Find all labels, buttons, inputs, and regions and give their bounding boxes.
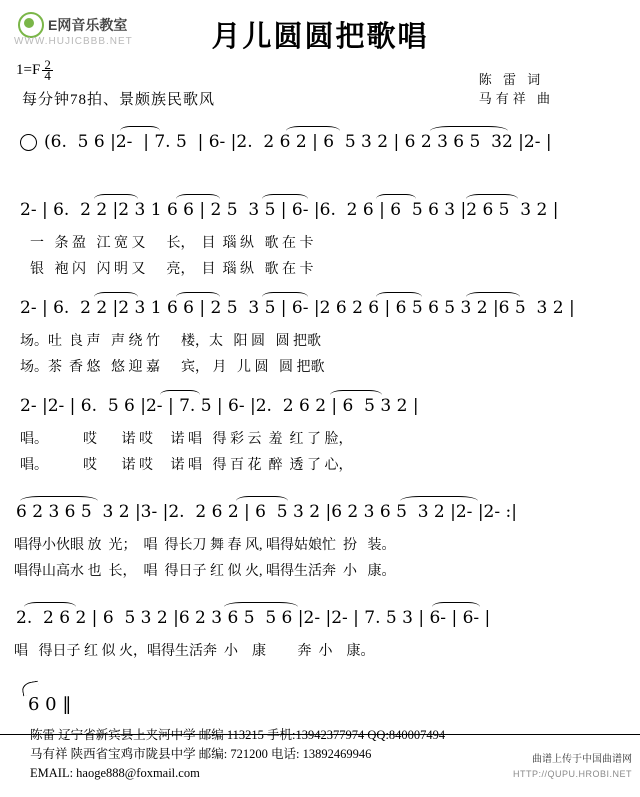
- slur-mark: [330, 390, 382, 400]
- notation-line: 2- | 6. 2 2 |2 3 1 6 6 | 2 5 3 5 | 6- |2 6 2 6 | 6 5 6 5 3 2 |6 5 3 2 |: [20, 298, 575, 318]
- notation-line: 6 2 3 6 5 3 2 |3- |2. 2 6 2 | 6 5 3 2 |6 2 3 6 5 3 2 |2- |2- :|: [16, 502, 517, 522]
- notation-line: 2. 2 6 2 | 6 5 3 2 |6 2 3 6 5 5 6 |2- |2- | 7. 5 3 | 6- | 6- |: [16, 608, 491, 628]
- slur-mark: [24, 602, 76, 612]
- slur-mark: [400, 496, 478, 506]
- key-signature: [16, 57, 53, 83]
- lyric-line-verse1: 一 条 盈 江 宽 又 长， 目 瑙 纵 歌 在 卡: [30, 236, 314, 251]
- slur-mark: [94, 194, 138, 204]
- footer-contact: [30, 726, 445, 783]
- footer-credit: [513, 753, 632, 781]
- lyric-line-verse2: 场。茶 香 悠 悠 迎 嘉 宾， 月 儿 圆 圆 把歌: [20, 360, 325, 375]
- watermark-url: WWW.HUJICBBB.NET: [14, 36, 133, 47]
- lyric-line-verse2: 银 袍 闪 闪 明 又 亮， 目 瑙 纵 歌 在 卡: [30, 262, 314, 277]
- slur-mark: [224, 602, 298, 612]
- slur-mark: [176, 194, 220, 204]
- slur-mark: [94, 292, 138, 302]
- page-title: 月儿圆圆把歌唱: [211, 19, 429, 53]
- time-signature-denominator: 4: [44, 68, 51, 83]
- slur-mark: [466, 292, 520, 302]
- lyric-line-verse1: 唱得小伙眼 放 光； 唱 得长刀 舞 春 风, 唱得姑娘忙 扮 装。: [14, 538, 396, 553]
- slur-mark: [120, 126, 160, 136]
- slur-mark: [430, 126, 508, 136]
- lyric-line-verse2: 唱得山高水 也 长， 唱 得日子 红 似 火, 唱得生活奔 小 康。: [14, 564, 396, 579]
- credits-block: [479, 70, 554, 108]
- slur-mark: [262, 292, 308, 302]
- slur-mark: [376, 292, 422, 302]
- tempo-marking: 每分钟78拍、景颇族民歌风: [22, 92, 216, 108]
- footer-line-2: 马有祥 陕西省宝鸡市陇县中学 邮编: 721200 电话: 13892469946: [30, 747, 372, 761]
- footer-line-3: EMAIL: haoge888@foxmail.com: [30, 766, 200, 780]
- footer-site-url: HTTP://QUPU.HROBI.NET: [512, 769, 632, 779]
- slur-mark: [262, 194, 308, 204]
- slur-mark: [176, 292, 220, 302]
- lyric-line-verse1: 唱。 哎 诺 哎 诺 唱 得 彩 云 羞 红 了 脸，: [20, 432, 353, 447]
- notation-line: 6 0 ‖: [28, 694, 72, 715]
- logo-label: E网音乐教室: [48, 17, 128, 33]
- slur-mark: [20, 496, 98, 506]
- slur-mark: [376, 194, 416, 204]
- lyric-line-verse1: 场。吐 良 声 声 绕 竹 楼，太 阳 圆 圆 把歌: [20, 334, 321, 349]
- lyricist-credit: 陈 雷 词: [478, 72, 545, 87]
- slur-mark: [466, 194, 518, 204]
- repeat-circle-marker: [20, 134, 37, 151]
- notation-line: 2- |2- | 6. 5 6 |2- | 7. 5 | 6- |2. 2 6 2 | 6 5 3 2 |: [20, 396, 419, 416]
- time-signature-numerator: 2: [44, 57, 51, 72]
- notation-line: (6. 5 6 |2- | 7. 5 | 6- |2. 2 6 2 | 6 5 3 2 | 6 2 3 6 5 32 |2- |: [44, 132, 552, 152]
- slur-mark: [236, 496, 288, 506]
- lyric-line-verse2: 唱。 哎 诺 哎 诺 唱 得 百 花 醉 透 了 心，: [20, 458, 353, 473]
- footer-credit-text: 曲谱上传于中国曲谱网: [532, 754, 632, 765]
- key-label: 1=F: [16, 62, 41, 78]
- slur-mark: [432, 602, 480, 612]
- time-signature: [42, 57, 53, 83]
- footer-line-1: 陈雷 辽宁省新宾县上夹河中学 邮编 113215 手机:13942377974 QQ:840007494: [30, 728, 446, 742]
- slur-mark: [286, 126, 340, 136]
- composer-credit: 马有祥 曲: [478, 91, 554, 106]
- lyric-line-verse1: 唱 得日子 红 似 火，唱得生活奔 小 康 奔 小 康。: [14, 644, 375, 659]
- slur-mark: [160, 390, 200, 400]
- notation-line: 2- | 6. 2 2 |2 3 1 6 6 | 2 5 3 5 | 6- |6. 2 6 | 6 5 6 3 |2 6 5 3 2 |: [20, 200, 559, 220]
